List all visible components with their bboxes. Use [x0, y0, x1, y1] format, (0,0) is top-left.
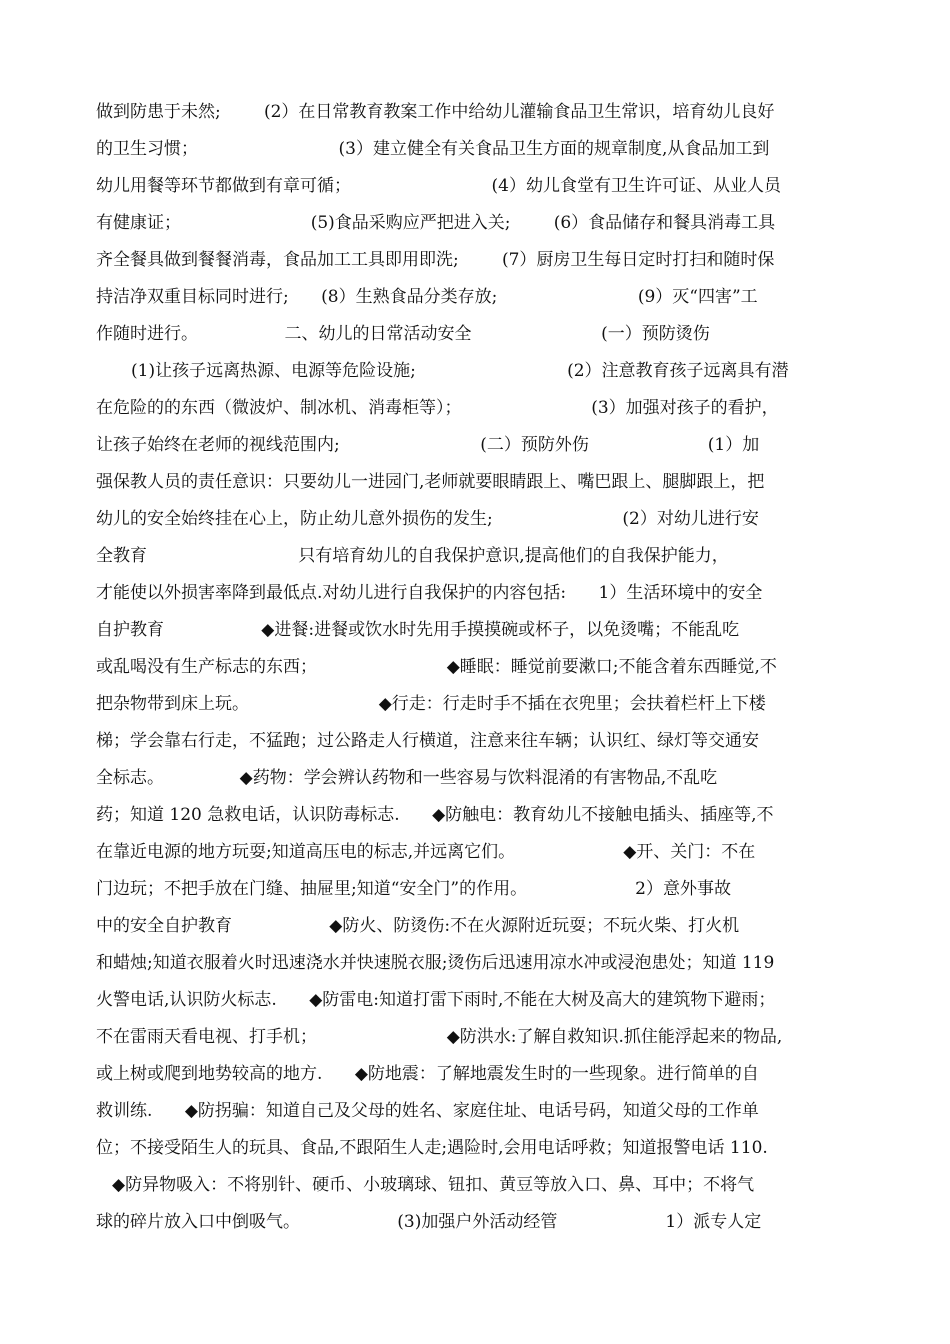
text-line: 或上树或爬到地势较高的地方. ◆防地震：了解地震发生时的一些现象。进行简单的自 [96, 1064, 759, 1084]
text-line: 在靠近电源的地方玩耍;知道高压电的标志,并远离它们。 ◆开、关门：不在 [96, 842, 756, 862]
text-line: 或乱喝没有生产标志的东西； ◆睡眠：睡觉前要漱口;不能含着东西睡觉,不 [96, 657, 777, 677]
text-line: 中的安全自护教育 ◆防火、防烫伤:不在火源附近玩耍；不玩火柴、打火机 [96, 916, 740, 936]
text-line: (1)让孩子远离热源、电源等危险设施; (2）注意教育孩子远离具有潜 [131, 361, 789, 381]
text-line: 做到防患于未然; (2）在日常教育教案工作中给幼儿灌输食品卫生常识，培育幼儿良好 [96, 102, 775, 122]
text-line: 的卫生习惯； (3）建立健全有关食品卫生方面的规章制度,从食品加工到 [96, 139, 770, 159]
text-line: ◆防异物吸入：不将别针、硬币、小玻璃球、钮扣、黄豆等放入口、鼻、耳中；不将气 [112, 1175, 755, 1195]
text-line: 自护教育 ◆进餐:进餐或饮水时先用手摸摸碗或杯子，以免烫嘴；不能乱吃 [96, 620, 740, 640]
text-line: 把杂物带到床上玩。 ◆行走：行走时手不插在衣兜里；会扶着栏杆上下楼 [96, 694, 766, 714]
text-line: 齐全餐具做到餐餐消毒，食品加工工具即用即洗; (7）厨房卫生每日定时打扫和随时保 [96, 250, 775, 270]
text-line: 药；知道 120 急救电话，认识防毒标志. ◆防触电：教育幼儿不接触电插头、插座等,不 [96, 805, 774, 825]
text-line: 幼儿用餐等环节都做到有章可循； (4）幼儿食堂有卫生许可证、从业人员 [96, 176, 781, 196]
text-line: 全教育 只有培育幼儿的自我保护意识,提高他们的自我保护能力， [96, 546, 729, 566]
text-line: 幼儿的安全始终挂在心上，防止幼儿意外损伤的发生; (2）对幼儿进行安 [96, 509, 759, 529]
text-line: 门边玩；不把手放在门缝、抽屉里;知道“安全门”的作用。 2）意外事故 [96, 879, 732, 899]
text-line: 让孩子始终在老师的视线范围内; (二）预防外伤 (1）加 [96, 435, 760, 455]
text-line: 全标志。 ◆药物：学会辨认药物和一些容易与饮料混淆的有害物品,不乱吃 [96, 768, 718, 788]
text-line: 有健康证； (5)食品采购应严把进入关; (6）食品储存和餐具消毒工具 [96, 213, 776, 233]
text-line: 持洁净双重目标同时进行; (8）生熟食品分类存放; (9）灭“四害”工 [96, 287, 758, 307]
text-line: 不在雷雨天看电视、打手机； ◆防洪水:了解自救知识.抓住能浮起来的物品, [96, 1027, 783, 1047]
text-line: 才能使以外损害率降到最低点.对幼儿进行自我保护的内容包括: 1）生活环境中的安全 [96, 583, 763, 603]
text-line: 火警电话,认识防火标志. ◆防雷电:知道打雷下雨时,不能在大树及高大的建筑物下避雨； [96, 990, 776, 1010]
text-line: 位；不接受陌生人的玩具、食品,不跟陌生人走;遇险时,会用电话呼救；知道报警电话 110. [96, 1138, 768, 1158]
text-line: 球的碎片放入口中倒吸气。 (3)加强户外活动经管 1）派专人定 [96, 1212, 762, 1232]
text-line: 强保教人员的责任意识：只要幼儿一进园门,老师就要眼睛跟上、嘴巴跟上、腿脚跟上，把 [96, 472, 765, 492]
text-line: 救训练. ◆防拐骗：知道自己及父母的姓名、家庭住址、电话号码，知道父母的工作单 [96, 1101, 759, 1121]
text-line: 在危险的的东西（微波炉、制冰机、消毒柜等）； (3）加强对孩子的看护， [96, 398, 779, 418]
text-line: 和蜡烛;知道衣服着火时迅速浇水并快速脱衣服;烫伤后迅速用凉水冲或浸泡患处；知道 119 [96, 953, 775, 973]
text-line-with-heading: 作随时进行。 二、幼儿的日常活动安全 (一）预防烫伤 [96, 324, 710, 344]
text-line: 梯；学会靠右行走，不猛跑；过公路走人行横道，注意来往车辆；认识红、绿灯等交通安 [96, 731, 759, 751]
